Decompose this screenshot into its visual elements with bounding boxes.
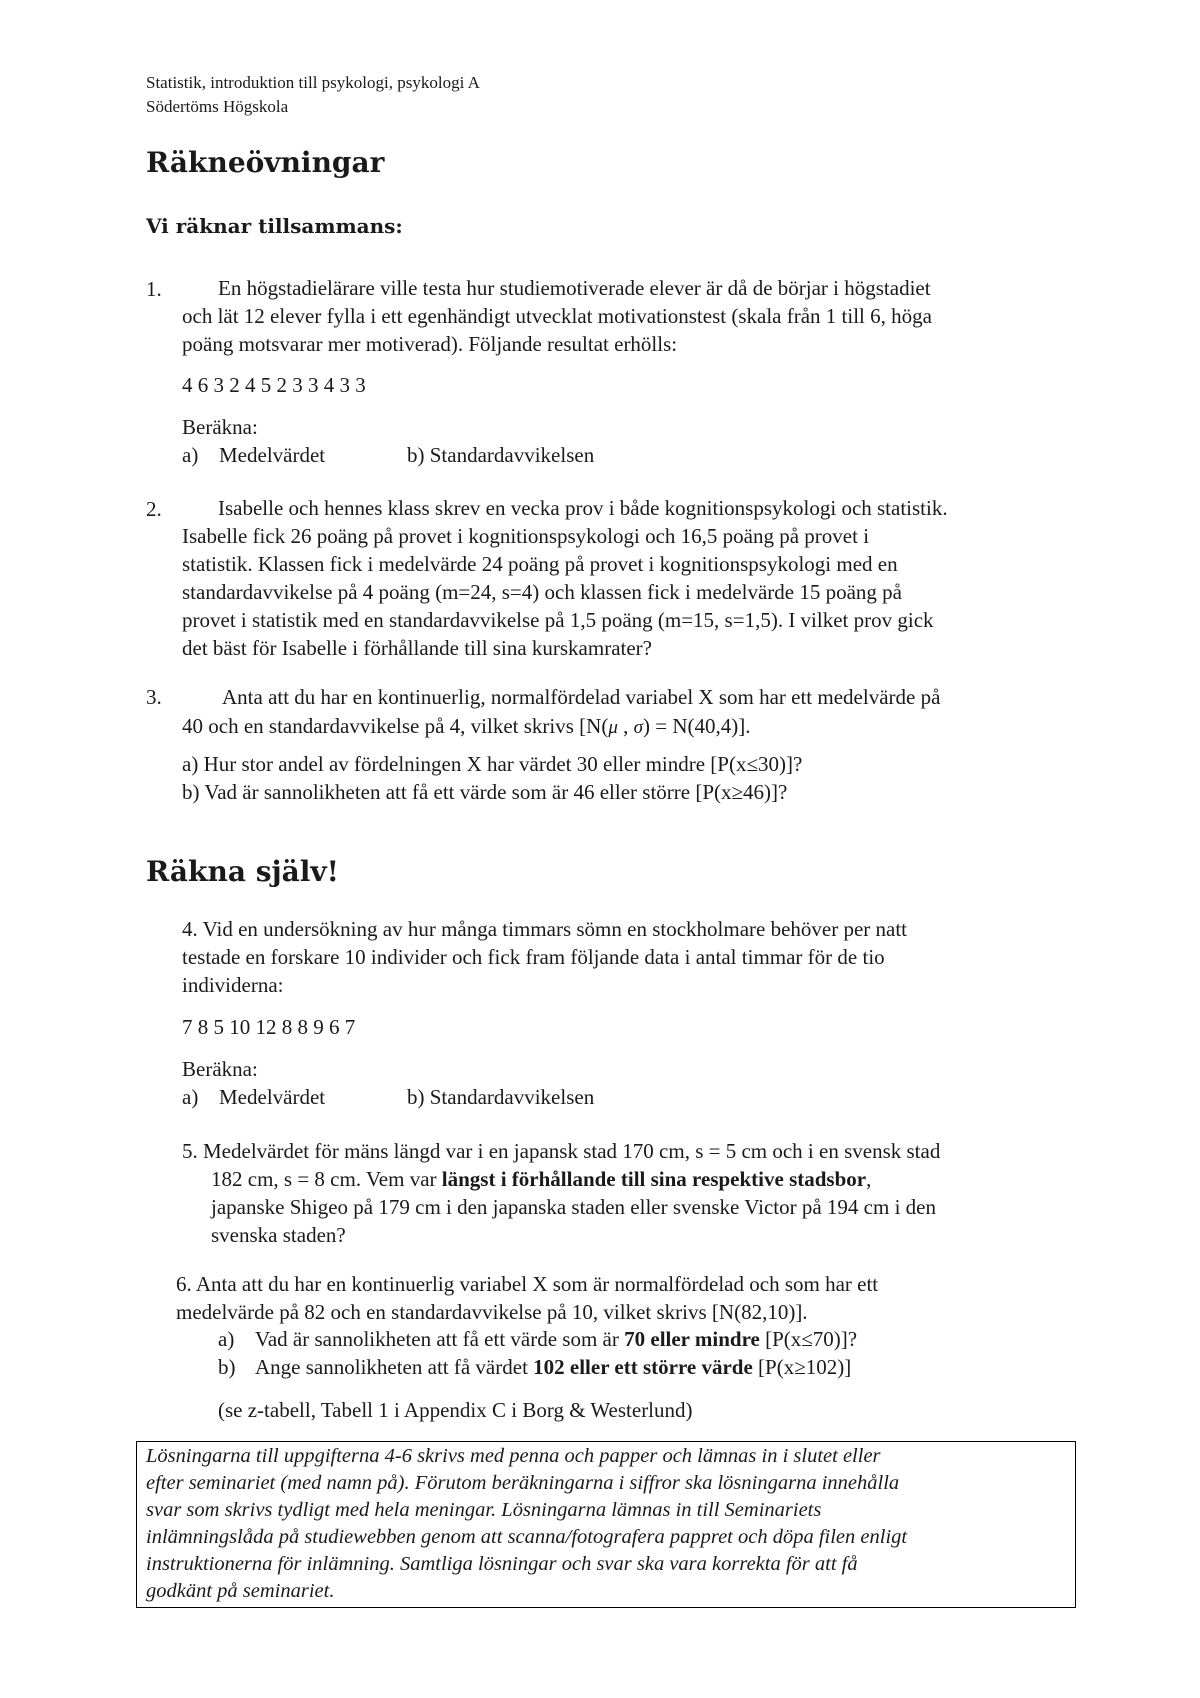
- q1-calc-label: Beräkna:: [182, 415, 258, 439]
- q2-line: det bäst för Isabelle i förhållande till sina kurskamrater?: [182, 636, 652, 660]
- q2-line: provet i statistik med en standardavvikelse på 1,5 poäng (m=15, s=1,5). I vilket prov gick: [182, 608, 934, 632]
- q5-line2-post: ,: [866, 1167, 872, 1191]
- q5-line2-pre: 182 cm, s = 8 cm. Vem var: [211, 1167, 442, 1191]
- mu-symbol: μ: [608, 717, 618, 738]
- header-course: Statistik, introduktion till psykologi, psykologi A: [146, 73, 480, 92]
- q2-line: Isabelle fick 26 poäng på provet i kognitionspsykologi och 16,5 poäng på provet i: [182, 524, 870, 548]
- q3-line1: Anta att du har en kontinuerlig, normalfördelad variabel X som har ett medelvärde på: [222, 685, 941, 709]
- q1-text: [182, 274, 1062, 358]
- instructions-line: svar som skrivs tydligt med hela meningar. Lösningarna lämnas in till Seminariets: [146, 1499, 822, 1521]
- q3-sep: ,: [617, 714, 634, 738]
- q3-line2-post: ) = N(40,4)].: [642, 714, 751, 738]
- q1-data: 4 6 3 2 4 5 2 3 3 4 3 3: [182, 373, 366, 397]
- q6-a-post: [P(x≤70)]?: [759, 1327, 858, 1351]
- q4-option-b: b) Standardavvikelsen: [407, 1085, 595, 1109]
- q3-part-a: a) Hur stor andel av fördelningen X har värdet 30 eller mindre [P(x≤30)]?: [182, 752, 803, 776]
- q2-line: Isabelle och hennes klass skrev en vecka prov i både kognitionspsykologi och statistik.: [218, 496, 948, 520]
- q4-a-text: Medelvärdet: [219, 1085, 326, 1109]
- instructions-text: [146, 1443, 1062, 1605]
- q6-a-bold: 70 eller mindre: [624, 1327, 760, 1351]
- q1-line: En högstadielärare ville testa hur studiemotiverade elever är då de börjar i högstadiet: [218, 276, 931, 300]
- q6-a-label: a): [218, 1327, 235, 1351]
- q1-line: och lät 12 elever fylla i ett egenhändigt utvecklat motivationstest (skala från 1 till 6, höga: [182, 304, 932, 328]
- q6-b-pre: Ange sannolikheten att få värdet: [255, 1355, 534, 1379]
- q4-option-a: [182, 1085, 325, 1110]
- q3-part-b: b) Vad är sannolikheten att få ett värde som är 46 eller större [P(x≥46)]?: [182, 780, 788, 804]
- q1-line: poäng motsvarar mer motiverad). Följande resultat erhölls:: [182, 332, 678, 356]
- q4-line: individerna:: [182, 973, 284, 997]
- instructions-line: Lösningarna till uppgifterna 4-6 skrivs med penna och papper och lämnas in i slutet eller: [146, 1445, 881, 1467]
- q6-b-post: [P(x≥102)]: [752, 1355, 852, 1379]
- q6-line2: medelvärde på 82 och en standardavvikelse på 10, vilket skrivs [N(82,10)].: [176, 1300, 808, 1324]
- q5-line4: svenska staden?: [211, 1223, 346, 1247]
- q6-part-b: [218, 1355, 851, 1380]
- q3-line2: [182, 714, 750, 739]
- q2-line: standardavvikelse på 4 poäng (m=24, s=4) och klassen fick i medelvärde 15 poäng på: [182, 580, 902, 604]
- q6-reference: (se z-tabell, Tabell 1 i Appendix C i Borg & Westerlund): [218, 1398, 693, 1422]
- q4-a-label: a): [182, 1085, 199, 1109]
- instructions-line: inlämningslåda på studiewebben genom att scanna/fotografera pappret och döpa filen enligt: [146, 1526, 908, 1548]
- q1-option-b: b) Standardavvikelsen: [407, 443, 595, 467]
- q1-option-a: [182, 443, 325, 468]
- instructions-line: efter seminariet (med namn på). Förutom beräkningarna i siffror ska lösningarna innehålla: [146, 1472, 900, 1494]
- q4-data: 7 8 5 10 12 8 8 9 6 7: [182, 1015, 356, 1039]
- q4-text: [182, 915, 1062, 999]
- q2-line: statistik. Klassen fick i medelvärde 24 poäng på provet i kognitionspsykologi med en: [182, 552, 898, 576]
- q1-a-label: a): [182, 443, 199, 467]
- q4-line: 4. Vid en undersökning av hur många timmars sömn en stockholmare behöver per natt: [182, 917, 908, 941]
- q4-calc-label: Beräkna:: [182, 1057, 258, 1081]
- q1-a-text: Medelvärdet: [219, 443, 326, 467]
- instructions-line: instruktionerna för inlämning. Samtliga lösningar och svar ska vara korrekta för att få: [146, 1553, 858, 1575]
- q6-part-a: [218, 1327, 857, 1352]
- q2-text: [182, 494, 1062, 662]
- q5-line3: japanske Shigeo på 179 cm i den japanska staden eller svenske Victor på 194 cm i den: [211, 1195, 936, 1219]
- q2-number: 2.: [146, 497, 162, 521]
- page-title: Räkneövningar: [146, 146, 385, 179]
- q6-b-bold: 102 eller ett större värde: [533, 1355, 753, 1379]
- q5-line2: [211, 1167, 871, 1192]
- q6-b-label: b): [218, 1355, 236, 1379]
- instructions-line: godkänt på seminariet.: [146, 1580, 335, 1602]
- q5-line1: 5. Medelvärdet för mäns längd var i en japansk stad 170 cm, s = 5 cm och i en svensk stad: [182, 1139, 941, 1163]
- section-title-self: Räkna själv!: [146, 855, 339, 888]
- section-heading-together: Vi räknar tillsammans:: [146, 214, 403, 238]
- q3-line2-pre: 40 och en standardavvikelse på 4, vilket skrivs [N(: [182, 714, 609, 738]
- q5-line2-bold: längst i förhållande till sina respektive stadsbor: [441, 1167, 867, 1191]
- q6-a-pre: Vad är sannolikheten att få ett värde som är: [255, 1327, 625, 1351]
- q3-number: 3.: [146, 685, 162, 709]
- q4-line: testade en forskare 10 individer och fick fram följande data i antal timmar för de tio: [182, 945, 885, 969]
- sigma-symbol: σ: [633, 717, 643, 738]
- q1-number: 1.: [146, 277, 162, 301]
- q6-line1: 6. Anta att du har en kontinuerlig variabel X som är normalfördelad och som har ett: [176, 1272, 879, 1296]
- header-school: Södertöms Högskola: [146, 97, 289, 116]
